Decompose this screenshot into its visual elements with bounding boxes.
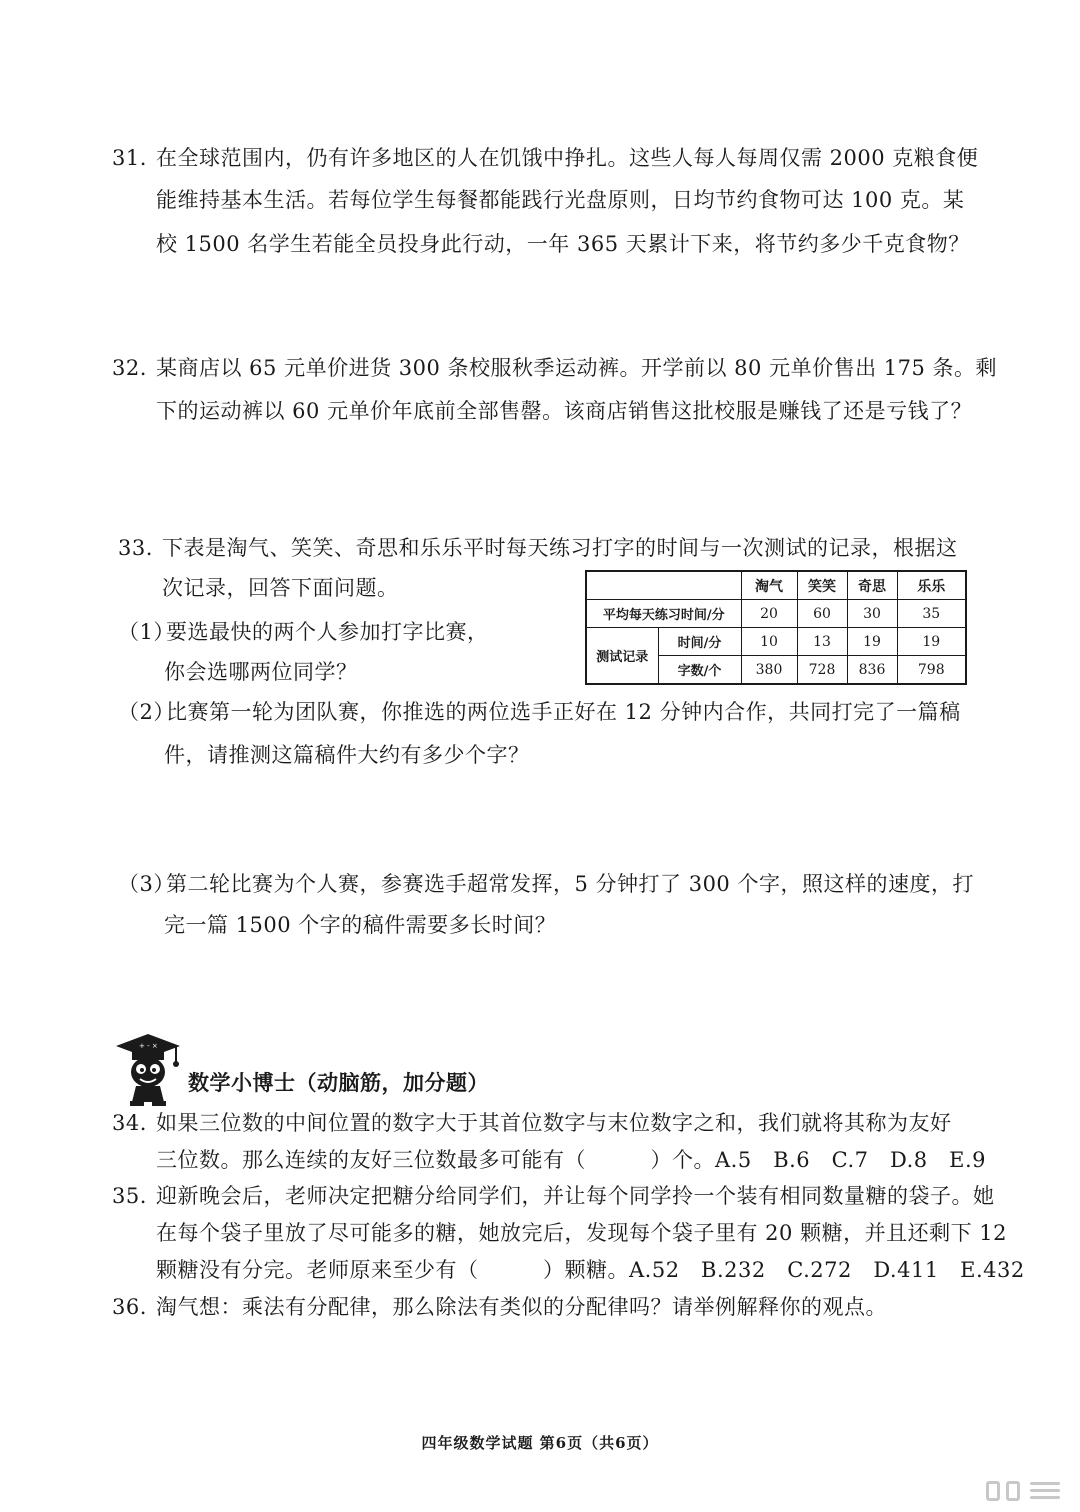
q36-number: 36. [112, 1295, 147, 1319]
q35-line-2: 在每个袋子里放了尽可能多的糖，她放完后，发现每个袋子里有 20 颗糖，并且还剩下 12 [156, 1221, 1007, 1245]
q35-line-1: 35. 迎新晚会后，老师决定把糖分给同学们，并让每个同学拎一个装有相同数量糖的袋子。她 [112, 1181, 995, 1211]
q34-number: 34. [112, 1111, 147, 1135]
q33-line-2: 次记录，回答下面问题。 [162, 576, 399, 600]
q33-part1-line-1: （1）要选最快的两个人参加打字比赛， [118, 620, 489, 644]
table-cell: 836 [847, 656, 897, 685]
q35-line-3: 颗糖没有分完。老师原来至少有（ ）颗糖。A.52 B.232 C.272 D.411 E.432 [156, 1258, 1025, 1282]
q32-line-2: 下的运动裤以 60 元单价年底前全部售罄。该商店销售这批校服是赚钱了还是亏钱了？ [156, 399, 973, 423]
svg-text:+ - ×: + - × [139, 1042, 158, 1050]
table-header-row [586, 571, 966, 600]
table-cell: 60 [797, 600, 847, 628]
typing-record-table [585, 570, 965, 682]
table-row-label: 平均每天练习时间/分 [586, 600, 741, 628]
table-row [586, 628, 966, 656]
q35-number: 35. [112, 1184, 147, 1208]
page-indicator-icon[interactable] [1006, 1481, 1020, 1501]
q34-line-1: 34. 如果三位数的中间位置的数字大于其首位数字与末位数字之和，我们就将其称为友好 [112, 1108, 952, 1138]
table-cell: 380 [741, 656, 797, 685]
q32-number: 32. [112, 356, 147, 380]
table-header-cell: 乐乐 [897, 571, 966, 600]
q31-line-1: 31. 在全球范围内，仍有许多地区的人在饥饿中挣扎。这些人每人每周仅需 2000 克粮食便 [112, 143, 978, 173]
q33-part3-line-2: 完一篇 1500 个字的稿件需要多长时间？ [164, 913, 557, 937]
q32-line-1: 32. 某商店以 65 元单价进货 300 条校服秋季运动裤。开学前以 80 元单价售出 175 条。剩 [112, 353, 997, 383]
table-cell: 30 [847, 600, 897, 628]
table-cell: 728 [797, 656, 847, 685]
table-cell: 35 [897, 600, 966, 628]
menu-icon[interactable] [1030, 1482, 1060, 1500]
q36-line-1: 36. 淘气想：乘法有分配律，那么除法有类似的分配律吗？请举例解释你的观点。 [112, 1292, 887, 1322]
q31-line-2: 能维持基本生活。若每位学生每餐都能践行光盘原则，日均节约食物可达 100 克。某 [156, 188, 965, 212]
table-row [586, 600, 966, 628]
q33-part2-line-1: （2）比赛第一轮为团队赛，你推选的两位选手正好在 12 分钟内合作，共同打完了一篇稿 [118, 700, 961, 724]
doctor-cap-mascot-icon [112, 1028, 182, 1108]
bonus-section-title: 数学小博士（动脑筋，加分题） [188, 1070, 489, 1095]
q34-line-2: 三位数。那么连续的友好三位数最多可能有（ ）个。A.5 B.6 C.7 D.8 E.9 [156, 1148, 987, 1172]
table-header-cell: 淘气 [741, 571, 797, 600]
table-row-label: 时间/分 [658, 628, 741, 656]
page-indicator-icon[interactable] [986, 1481, 1000, 1501]
table-row-label: 字数/个 [658, 656, 741, 685]
table-header-cell: 笑笑 [797, 571, 847, 600]
table-cell: 19 [847, 628, 897, 656]
table-cell: 13 [797, 628, 847, 656]
table-cell: 10 [741, 628, 797, 656]
table-header-cell: 奇思 [847, 571, 897, 600]
q31-line-3: 校 1500 名学生若能全员投身此行动，一年 365 天累计下来，将节约多少千克食物？ [156, 232, 970, 256]
table-cell: 19 [897, 628, 966, 656]
q31-number: 31. [112, 146, 147, 170]
q33-part3-line-1: （3）第二轮比赛为个人赛，参赛选手超常发挥，5 分钟打了 300 个字，照这样的速度，打 [118, 872, 974, 896]
table-corner-cell [586, 571, 741, 600]
table-group-label: 测试记录 [586, 628, 658, 685]
q33-number: 33. [118, 536, 153, 560]
table-cell: 798 [897, 656, 966, 685]
table-cell: 20 [741, 600, 797, 628]
q33-line-1: 33. 下表是淘气、笑笑、奇思和乐乐平时每天练习打字的时间与一次测试的记录，根据这 [118, 533, 958, 563]
q33-part1-line-2: 你会选哪两位同学？ [164, 660, 358, 684]
q33-part2-line-2: 件，请推测这篇稿件大约有多少个字？ [164, 743, 530, 767]
page-footer: 四年级数学试题 第6页（共6页） [421, 1434, 659, 1452]
